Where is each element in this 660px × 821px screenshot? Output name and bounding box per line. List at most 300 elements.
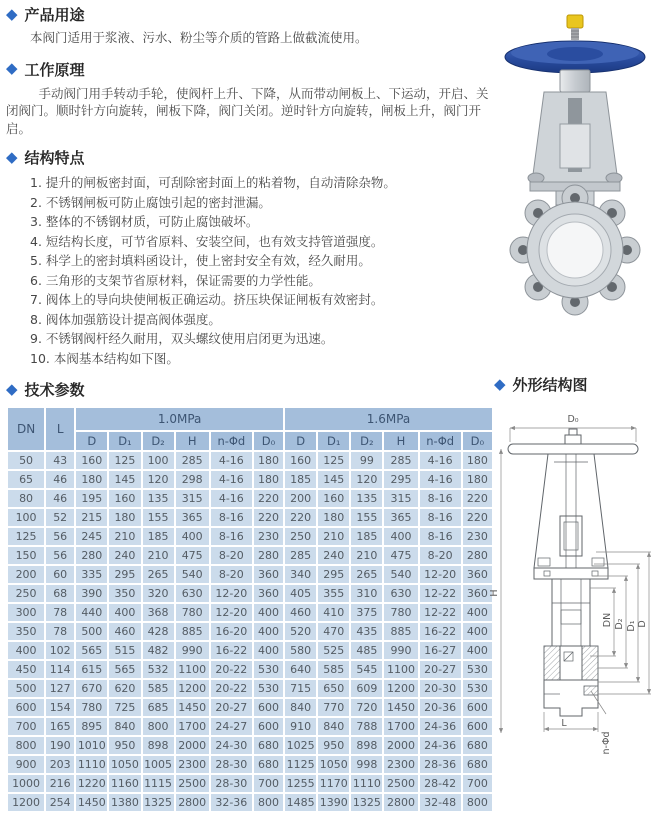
table-cell: 1000 <box>7 774 45 793</box>
table-cell: 220 <box>462 508 493 527</box>
table-cell: 990 <box>175 641 210 660</box>
table-cell: 16-20 <box>210 622 253 641</box>
table-cell: 600 <box>7 698 45 717</box>
table-cell: 8-20 <box>210 565 253 584</box>
table-cell: 1110 <box>75 755 108 774</box>
table-cell: 410 <box>317 603 350 622</box>
table-cell: 650 <box>317 679 350 698</box>
table-row <box>7 470 493 489</box>
table-cell: 315 <box>383 489 418 508</box>
table-cell: 800 <box>7 736 45 755</box>
table-cell: 1050 <box>317 755 350 774</box>
table-cell: 600 <box>462 698 493 717</box>
dim-label-d2: D₂ <box>614 618 625 630</box>
table-cell: 78 <box>45 622 75 641</box>
table-cell: 2500 <box>383 774 418 793</box>
column-subheader: D₀ <box>462 431 493 451</box>
table-cell: 150 <box>7 546 45 565</box>
diamond-icon: ◆ <box>6 59 18 77</box>
table-cell: 125 <box>108 451 141 470</box>
table-cell: 340 <box>284 565 317 584</box>
valve-flange <box>510 185 640 315</box>
table-cell: 240 <box>317 546 350 565</box>
table-cell: 24-36 <box>419 736 462 755</box>
feature-item: 2. 不锈钢闸板可防止腐蚀引起的密封泄漏。 <box>30 194 271 210</box>
table-cell: 68 <box>45 584 75 603</box>
table-cell: 680 <box>253 755 284 774</box>
table-cell: 2800 <box>383 793 418 812</box>
table-cell: 368 <box>142 603 175 622</box>
table-cell: 100 <box>142 451 175 470</box>
table-cell: 1220 <box>75 774 108 793</box>
column-header-l: L <box>45 407 75 451</box>
dim-label-d1: D₁ <box>626 620 637 632</box>
table-cell: 615 <box>75 660 108 679</box>
table-cell: 155 <box>142 508 175 527</box>
table-cell: 52 <box>45 508 75 527</box>
table-cell: 375 <box>350 603 383 622</box>
table-cell: 530 <box>462 679 493 698</box>
table-cell: 46 <box>45 489 75 508</box>
feature-item: 3. 整体的不锈钢材质，可防止腐蚀破坏。 <box>30 214 259 229</box>
dim-label-d0: D₀ <box>567 414 579 425</box>
feature-item: 1. 提升的闸板密封面，可刮除密封面上的粘着物，自动清除杂物。 <box>30 175 396 190</box>
table-cell: 65 <box>7 470 45 489</box>
valve-bore <box>547 222 603 278</box>
column-group-10mpa: 1.0MPa <box>75 407 284 431</box>
table-cell: 180 <box>462 451 493 470</box>
diamond-icon: ◆ <box>494 374 506 393</box>
table-cell: 180 <box>462 470 493 489</box>
table-row <box>7 717 493 736</box>
table-cell: 210 <box>108 527 141 546</box>
table-cell: 12-20 <box>210 584 253 603</box>
table-cell: 43 <box>45 451 75 470</box>
table-row <box>7 565 493 584</box>
table-cell: 1450 <box>175 698 210 717</box>
table-cell: 250 <box>284 527 317 546</box>
table-cell: 998 <box>350 755 383 774</box>
table-cell: 180 <box>75 470 108 489</box>
table-cell: 24-36 <box>419 717 462 736</box>
table-cell: 545 <box>350 660 383 679</box>
table-cell: 428 <box>142 622 175 641</box>
table-cell: 725 <box>108 698 141 717</box>
table-cell: 215 <box>75 508 108 527</box>
table-cell: 670 <box>75 679 108 698</box>
table-cell: 295 <box>317 565 350 584</box>
table-row <box>7 660 493 679</box>
diamond-icon: ◆ <box>6 147 18 166</box>
table-cell: 16-27 <box>419 641 462 660</box>
column-header-dn: DN <box>7 407 45 451</box>
table-cell: 885 <box>175 622 210 641</box>
table-cell: 46 <box>45 470 75 489</box>
table-cell: 400 <box>175 527 210 546</box>
table-cell: 1025 <box>284 736 317 755</box>
table-cell: 160 <box>317 489 350 508</box>
table-cell: 250 <box>7 584 45 603</box>
table-cell: 680 <box>462 736 493 755</box>
table-cell: 145 <box>108 470 141 489</box>
table-cell: 405 <box>284 584 317 603</box>
table-cell: 990 <box>383 641 418 660</box>
table-cell: 1100 <box>175 660 210 679</box>
table-cell: 195 <box>75 489 108 508</box>
features-heading-label: 结构特点 <box>24 149 85 167</box>
table-cell: 360 <box>253 565 284 584</box>
table-cell: 950 <box>108 736 141 755</box>
table-cell: 520 <box>284 622 317 641</box>
table-cell: 285 <box>175 451 210 470</box>
table-row <box>7 508 493 527</box>
table-cell: 1485 <box>284 793 317 812</box>
table-cell: 565 <box>108 660 141 679</box>
table-cell: 298 <box>175 470 210 489</box>
table-row <box>7 679 493 698</box>
column-subheader: D₁ <box>108 431 141 451</box>
table-cell: 12-20 <box>419 565 462 584</box>
table-cell: 230 <box>253 527 284 546</box>
yellow-cap <box>567 15 583 40</box>
table-cell: 885 <box>383 622 418 641</box>
table-cell: 32-36 <box>210 793 253 812</box>
table-cell: 20-36 <box>419 698 462 717</box>
feature-item: 10. 本阀基本结构如下图。 <box>30 350 179 366</box>
table-cell: 1200 <box>383 679 418 698</box>
table-cell: 295 <box>108 565 141 584</box>
table-cell: 840 <box>317 717 350 736</box>
table-row <box>7 755 493 774</box>
table-cell: 788 <box>350 717 383 736</box>
column-group-16mpa: 1.6MPa <box>284 407 493 431</box>
table-cell: 220 <box>462 489 493 508</box>
table-cell: 360 <box>462 584 493 603</box>
column-subheader: D₂ <box>142 431 175 451</box>
table-cell: 20-22 <box>210 679 253 698</box>
table-cell: 898 <box>350 736 383 755</box>
params-subheader-row <box>7 431 493 451</box>
table-cell: 145 <box>317 470 350 489</box>
table-cell: 950 <box>317 736 350 755</box>
table-row <box>7 641 493 660</box>
table-cell: 315 <box>175 489 210 508</box>
table-cell: 400 <box>462 603 493 622</box>
table-cell: 180 <box>253 451 284 470</box>
table-cell: 220 <box>284 508 317 527</box>
table-cell: 1325 <box>350 793 383 812</box>
table-cell: 4-16 <box>419 470 462 489</box>
table-cell: 220 <box>253 489 284 508</box>
table-cell: 125 <box>7 527 45 546</box>
table-row <box>7 451 493 470</box>
dim-label-l: L <box>561 718 567 729</box>
table-cell: 220 <box>253 508 284 527</box>
table-cell: 210 <box>317 527 350 546</box>
params-table <box>6 406 494 813</box>
section-heading-outline <box>494 376 588 394</box>
table-cell: 240 <box>108 546 141 565</box>
dim-label-dn: DN <box>602 612 613 628</box>
outline-heading-label: 外形结构图 <box>512 376 588 394</box>
table-cell: 8-16 <box>419 527 462 546</box>
table-cell: 530 <box>253 679 284 698</box>
table-cell: 485 <box>350 641 383 660</box>
table-cell: 540 <box>383 565 418 584</box>
table-cell: 360 <box>462 565 493 584</box>
column-subheader: n-Φd <box>210 431 253 451</box>
table-cell: 565 <box>75 641 108 660</box>
table-cell: 12-22 <box>419 603 462 622</box>
table-cell: 28-30 <box>210 755 253 774</box>
table-cell: 800 <box>142 717 175 736</box>
table-cell: 295 <box>383 470 418 489</box>
table-cell: 4-16 <box>210 470 253 489</box>
table-cell: 630 <box>383 584 418 603</box>
table-cell: 460 <box>108 622 141 641</box>
table-cell: 1700 <box>175 717 210 736</box>
table-cell: 600 <box>462 717 493 736</box>
column-subheader: D₁ <box>317 431 350 451</box>
table-cell: 1010 <box>75 736 108 755</box>
table-cell: 435 <box>350 622 383 641</box>
feature-item: 9. 不锈钢阀杆经久耐用，双头螺纹使用启闭更为迅速。 <box>30 331 334 346</box>
handwheel <box>505 41 645 73</box>
table-cell: 532 <box>142 660 175 679</box>
table-row <box>7 584 493 603</box>
table-cell: 78 <box>45 603 75 622</box>
table-cell: 4-16 <box>210 489 253 508</box>
table-cell: 400 <box>462 641 493 660</box>
table-cell: 185 <box>284 470 317 489</box>
table-cell: 180 <box>317 508 350 527</box>
table-cell: 60 <box>45 565 75 584</box>
table-cell: 350 <box>7 622 45 641</box>
table-cell: 640 <box>284 660 317 679</box>
table-cell: 120 <box>142 470 175 489</box>
table-cell: 180 <box>108 508 141 527</box>
table-cell: 20-30 <box>419 679 462 698</box>
table-cell: 500 <box>75 622 108 641</box>
table-cell: 525 <box>317 641 350 660</box>
table-row <box>7 698 493 717</box>
table-cell: 160 <box>284 451 317 470</box>
table-cell: 800 <box>253 793 284 812</box>
table-cell: 20-22 <box>210 660 253 679</box>
main-text-column <box>6 6 494 813</box>
table-row <box>7 603 493 622</box>
table-cell: 185 <box>142 527 175 546</box>
table-cell: 685 <box>142 698 175 717</box>
valve-product-photo <box>492 12 660 342</box>
table-cell: 300 <box>7 603 45 622</box>
table-cell: 254 <box>45 793 75 812</box>
table-cell: 28-30 <box>210 774 253 793</box>
table-cell: 470 <box>317 622 350 641</box>
table-cell: 700 <box>462 774 493 793</box>
table-cell: 1700 <box>383 717 418 736</box>
table-cell: 56 <box>45 546 75 565</box>
section-heading-usage <box>6 6 494 24</box>
params-heading-label: 技术参数 <box>24 381 85 399</box>
table-cell: 285 <box>383 451 418 470</box>
table-cell: 460 <box>284 603 317 622</box>
table-cell: 4-16 <box>419 451 462 470</box>
table-cell: 1100 <box>383 660 418 679</box>
table-cell: 1200 <box>7 793 45 812</box>
table-cell: 1005 <box>142 755 175 774</box>
table-cell: 600 <box>253 698 284 717</box>
gland-block <box>560 124 590 168</box>
table-cell: 24-30 <box>210 736 253 755</box>
table-cell: 200 <box>284 489 317 508</box>
table-cell: 2000 <box>175 736 210 755</box>
table-cell: 154 <box>45 698 75 717</box>
table-cell: 400 <box>253 603 284 622</box>
table-row <box>7 774 493 793</box>
table-cell: 482 <box>142 641 175 660</box>
table-cell: 585 <box>142 679 175 698</box>
table-cell: 840 <box>108 717 141 736</box>
table-cell: 216 <box>45 774 75 793</box>
params-header-row <box>7 407 493 431</box>
table-cell: 400 <box>383 527 418 546</box>
table-cell: 400 <box>253 641 284 660</box>
table-cell: 280 <box>75 546 108 565</box>
table-row <box>7 622 493 641</box>
usage-paragraph: 本阀门适用于浆液、污水、粉尘等介质的管路上做截流使用。 <box>30 30 368 45</box>
table-cell: 475 <box>175 546 210 565</box>
table-cell: 265 <box>350 565 383 584</box>
features-list <box>30 173 494 368</box>
table-cell: 600 <box>253 717 284 736</box>
column-subheader: H <box>383 431 418 451</box>
table-cell: 102 <box>45 641 75 660</box>
table-cell: 210 <box>142 546 175 565</box>
table-cell: 155 <box>350 508 383 527</box>
column-subheader: D <box>75 431 108 451</box>
section-heading-principle <box>6 61 494 79</box>
table-cell: 450 <box>7 660 45 679</box>
table-cell: 20-27 <box>419 660 462 679</box>
table-cell: 700 <box>253 774 284 793</box>
table-cell: 165 <box>45 717 75 736</box>
column-subheader: H <box>175 431 210 451</box>
table-cell: 580 <box>284 641 317 660</box>
table-cell: 780 <box>175 603 210 622</box>
table-cell: 32-48 <box>419 793 462 812</box>
feature-item: 5. 科学上的密封填料函设计，使上密封安全有效，经久耐用。 <box>30 253 371 268</box>
table-cell: 898 <box>142 736 175 755</box>
table-cell: 8-16 <box>419 489 462 508</box>
table-cell: 265 <box>142 565 175 584</box>
table-cell: 770 <box>317 698 350 717</box>
diamond-icon: ◆ <box>6 4 18 23</box>
table-cell: 1450 <box>75 793 108 812</box>
table-cell: 1390 <box>317 793 350 812</box>
table-cell: 355 <box>317 584 350 603</box>
table-cell: 1325 <box>142 793 175 812</box>
table-row <box>7 546 493 565</box>
table-cell: 530 <box>253 660 284 679</box>
table-cell: 180 <box>253 470 284 489</box>
table-cell: 1170 <box>317 774 350 793</box>
table-cell: 135 <box>142 489 175 508</box>
table-cell: 1160 <box>108 774 141 793</box>
table-cell: 160 <box>108 489 141 508</box>
table-cell: 680 <box>462 755 493 774</box>
table-cell: 360 <box>253 584 284 603</box>
table-cell: 210 <box>350 546 383 565</box>
table-cell: 280 <box>253 546 284 565</box>
table-cell: 320 <box>142 584 175 603</box>
table-cell: 1115 <box>142 774 175 793</box>
table-cell: 160 <box>75 451 108 470</box>
table-cell: 245 <box>75 527 108 546</box>
table-cell: 440 <box>75 603 108 622</box>
table-cell: 630 <box>175 584 210 603</box>
table-cell: 1125 <box>284 755 317 774</box>
table-cell: 350 <box>108 584 141 603</box>
table-cell: 390 <box>75 584 108 603</box>
column-subheader: D₀ <box>253 431 284 451</box>
table-cell: 12-20 <box>210 603 253 622</box>
feature-item: 7. 阀体上的导向块使闸板正确运动。挤压块保证闸板有效密封。 <box>30 292 384 307</box>
table-cell: 910 <box>284 717 317 736</box>
table-cell: 365 <box>175 508 210 527</box>
table-cell: 2000 <box>383 736 418 755</box>
table-cell: 2300 <box>175 755 210 774</box>
table-cell: 185 <box>350 527 383 546</box>
params-table-body <box>7 451 493 812</box>
table-cell: 2800 <box>175 793 210 812</box>
table-cell: 80 <box>7 489 45 508</box>
table-cell: 28-36 <box>419 755 462 774</box>
principle-paragraph: 手动阀门用手转动手轮，使阀杆上升、下降，从而带动闸板上、下运动，开启、关闭阀门。顺时针方向旋转，闸板下降，阀门关闭。逆时针方向旋转，闸板上升，阀门开启。 <box>6 85 489 136</box>
table-row <box>7 736 493 755</box>
section-heading-features <box>6 149 494 167</box>
table-row <box>7 527 493 546</box>
table-cell: 1050 <box>108 755 141 774</box>
table-cell: 700 <box>7 717 45 736</box>
table-cell: 285 <box>284 546 317 565</box>
table-cell: 400 <box>253 622 284 641</box>
section-heading-params <box>6 381 494 399</box>
diamond-icon: ◆ <box>6 379 18 398</box>
table-cell: 780 <box>383 603 418 622</box>
table-cell: 12-22 <box>419 584 462 603</box>
table-cell: 20-27 <box>210 698 253 717</box>
feature-item: 8. 阀体加强筋设计提高阀体强度。 <box>30 311 221 327</box>
table-cell: 1110 <box>350 774 383 793</box>
table-cell: 127 <box>45 679 75 698</box>
table-cell: 16-22 <box>210 641 253 660</box>
table-cell: 8-16 <box>419 508 462 527</box>
dim-label-h: H <box>489 589 500 597</box>
table-cell: 100 <box>7 508 45 527</box>
table-cell: 125 <box>317 451 350 470</box>
table-cell: 24-27 <box>210 717 253 736</box>
table-cell: 135 <box>350 489 383 508</box>
feature-item: 6. 三角形的支架节省原材料，保证需要的力学性能。 <box>30 272 321 288</box>
table-cell: 8-16 <box>210 508 253 527</box>
table-cell: 475 <box>383 546 418 565</box>
table-cell: 4-16 <box>210 451 253 470</box>
table-cell: 800 <box>462 793 493 812</box>
feature-item: 4. 短结构长度，可节省原料、安装空间，也有效支持管道强度。 <box>30 233 384 249</box>
table-cell: 1200 <box>175 679 210 698</box>
table-cell: 203 <box>45 755 75 774</box>
